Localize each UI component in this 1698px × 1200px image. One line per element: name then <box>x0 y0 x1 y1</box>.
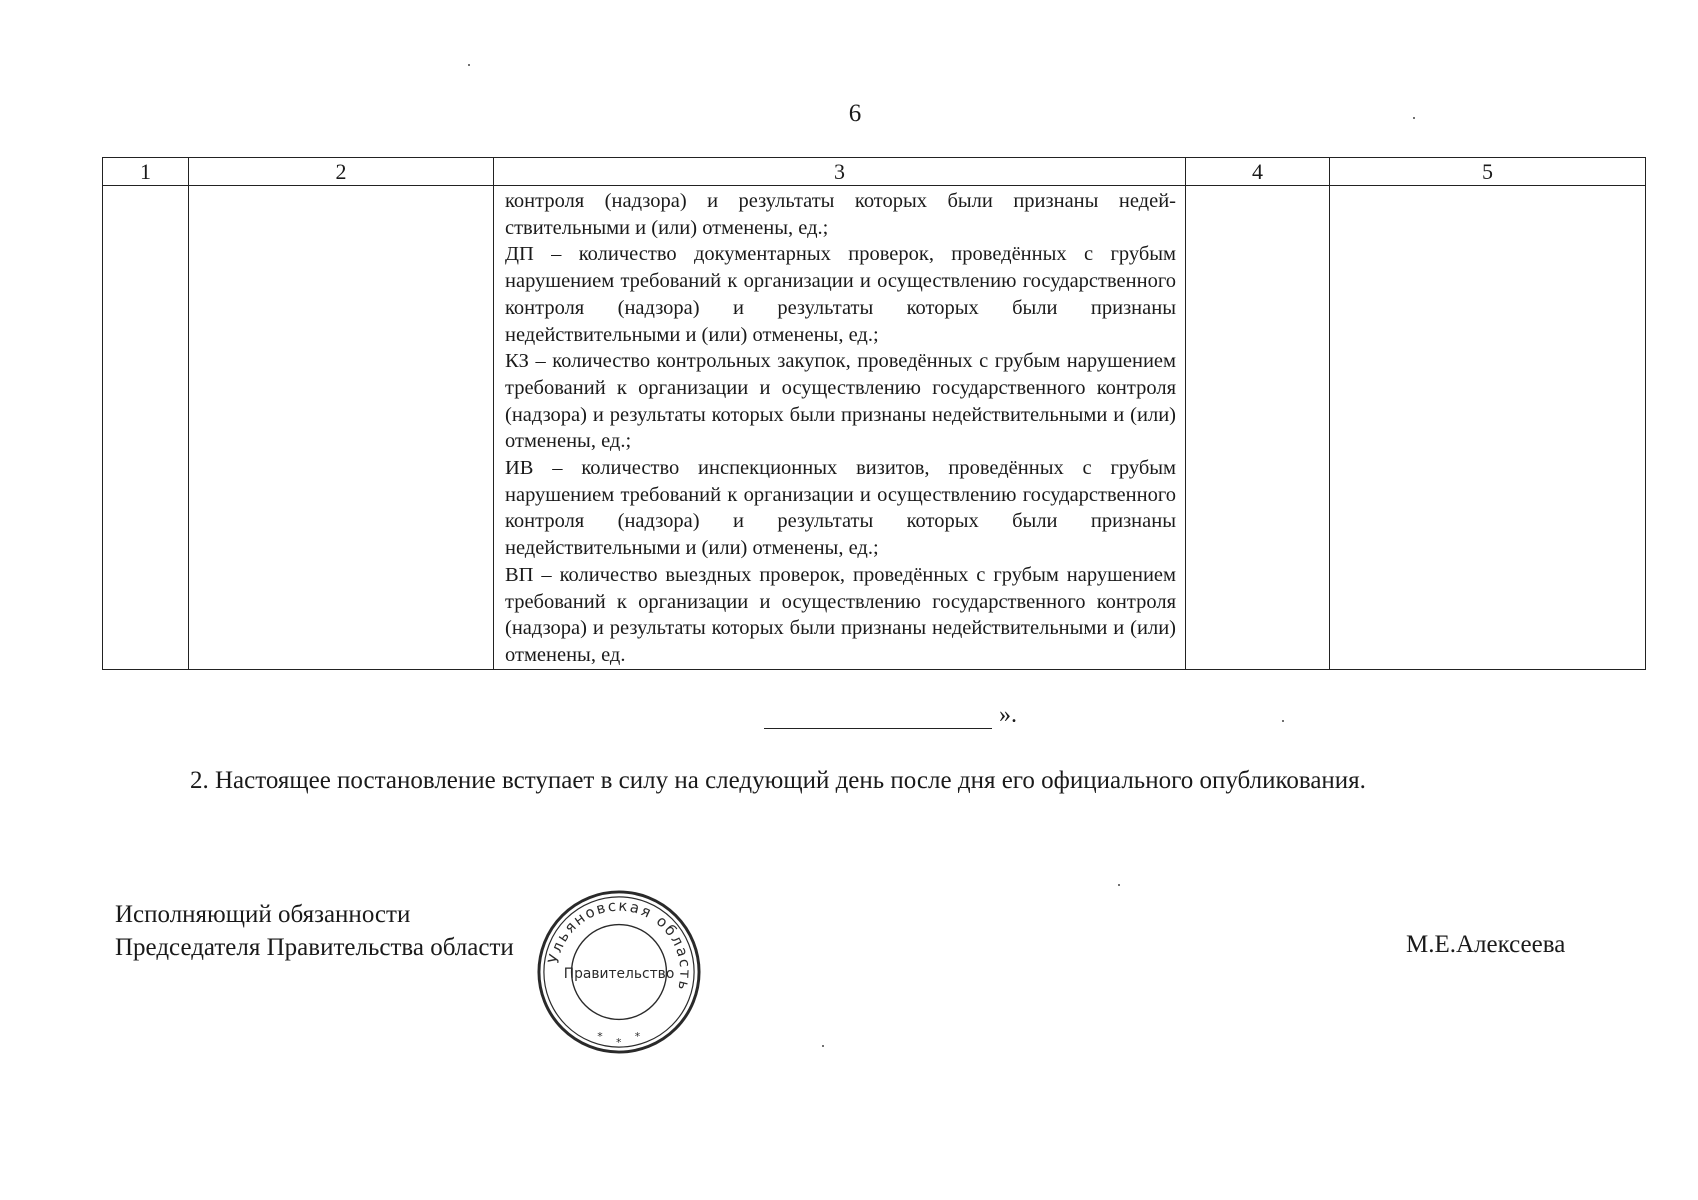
closing-rule <box>764 700 992 729</box>
scan-speck <box>1413 117 1415 119</box>
signer-name: М.Е.Алексеева <box>1406 931 1566 958</box>
signer-title <box>115 898 514 964</box>
cell-paragraph-dp: ДП – количество документарных проверок, проведённых с грубым нарушением требований к организации и осуществлению государственного контроля (надзора) и результаты которых были признаны недействительными и (или) отменены, ед.; <box>505 243 1176 346</box>
table-cell-4 <box>1186 186 1330 670</box>
scan-speck <box>822 1045 824 1047</box>
column-header-1: 1 <box>103 158 189 186</box>
column-header-5: 5 <box>1330 158 1646 186</box>
scan-speck <box>1282 720 1284 722</box>
scan-speck <box>1118 884 1120 886</box>
seal-star-right: * <box>634 1030 641 1044</box>
cell-paragraph-kz: КЗ – количество контрольных закупок, проведённых с грубым нарушением требований к организации и осуществлению государственного контроля (надзора) и результаты которых были признаны недействительными и (или) отменены, ед.; <box>505 350 1176 453</box>
signer-title-line-1: Исполняющий обязанности <box>115 901 411 928</box>
scan-speck <box>468 64 470 66</box>
closing-line <box>764 700 1017 729</box>
column-header-2: 2 <box>189 158 494 186</box>
table-cell-5 <box>1330 186 1646 670</box>
table-row <box>103 186 1646 670</box>
cell-paragraph-iv: ИВ – количество инспекционных визитов, проведённых с грубым нарушением требований к организации и осуществлению государственного контроля (надзора) и результаты которых были признаны недействительными и (или) отменены, ед.; <box>505 457 1176 560</box>
signer-title-line-2: Председателя Правительства области <box>115 934 514 961</box>
seal-center-text: Правительство <box>563 965 675 982</box>
table-cell-2 <box>189 186 494 670</box>
seal-star-center: * <box>616 1036 622 1050</box>
official-seal <box>535 888 703 1056</box>
cell-paragraph-vp: ВП – количество выездных проверок, проведённых с грубым нарушением требований к организации и осуществлению государственного контроля (надзора) и результаты которых были признаны недействительными и (или) отменены, ед. <box>505 563 1176 666</box>
seal-ring-text: Ульяновская область <box>545 897 694 994</box>
table-cell-1 <box>103 186 189 670</box>
seal-star-left: * <box>597 1030 603 1044</box>
column-header-3: 3 <box>494 158 1186 186</box>
indicator-table <box>102 157 1646 670</box>
paragraph-effective-date: 2. Настоящее постановление вступает в силу на следующий день после дня его официального опубликования. <box>190 767 1366 794</box>
table-header-row <box>103 158 1646 186</box>
cell-paragraph-continuation: контроля (надзора) и результаты которых были признаны недействительными и (или) отменены, ед.; <box>505 190 1176 239</box>
column-header-4: 4 <box>1186 158 1330 186</box>
table-cell-3 <box>494 186 1186 670</box>
page-number: 6 <box>848 100 862 127</box>
closing-quote: ». <box>999 702 1017 728</box>
